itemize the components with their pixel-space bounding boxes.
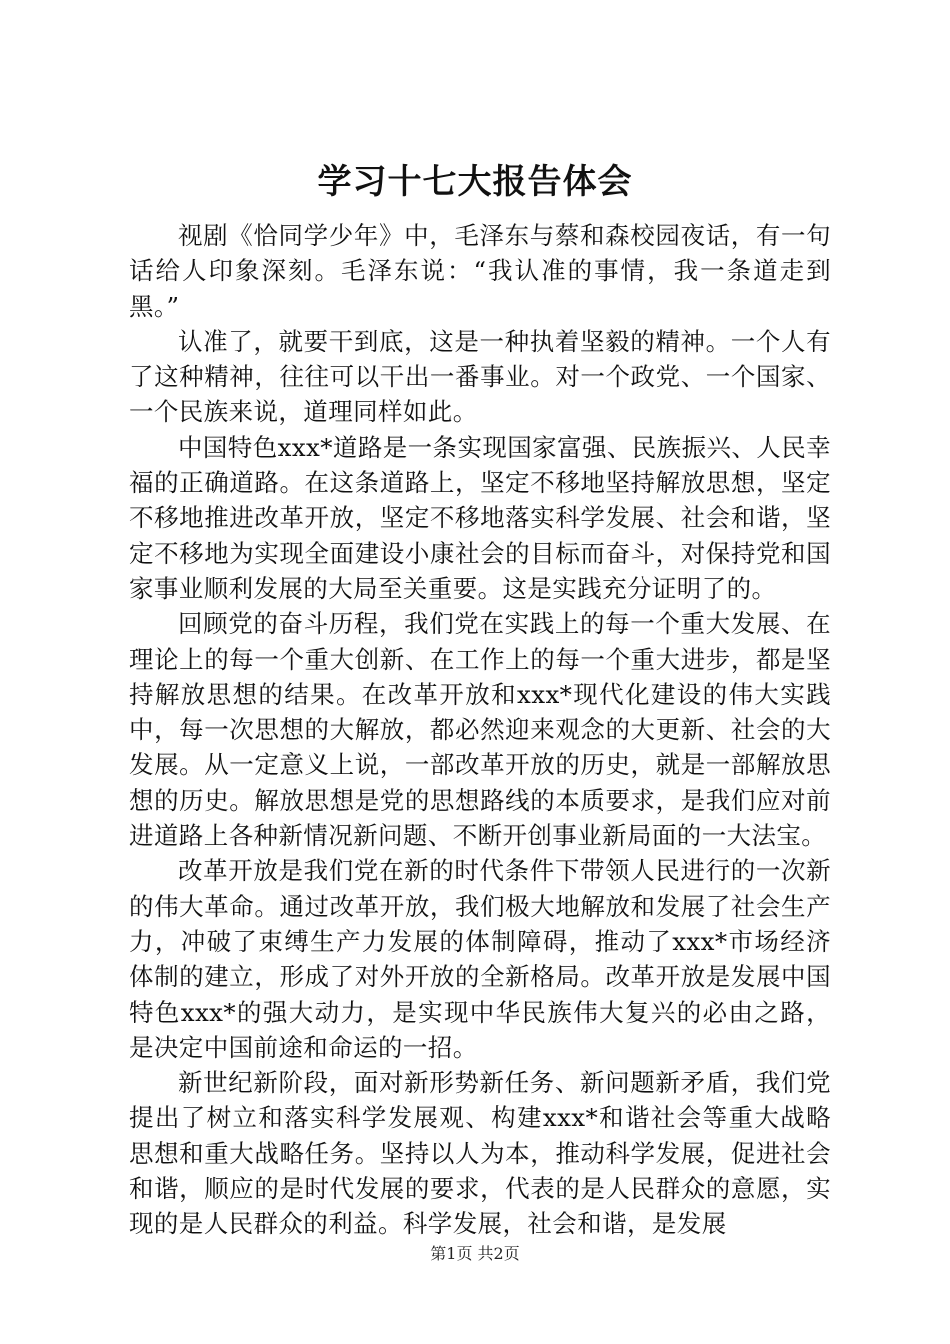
paragraph-2: 认准了，就要干到底，这是一种执着坚毅的精神。一个人有了这种精神，往往可以干出一番事业。对一个政党、一个国家、一个民族来说，道理同样如此。 bbox=[129, 326, 831, 427]
document-body bbox=[129, 218, 831, 1242]
document-title: 学习十七大报告体会 bbox=[317, 162, 633, 202]
paragraph-6: 新世纪新阶段，面对新形势新任务、新问题新矛盾，我们党提出了树立和落实科学发展观、构建xxx*和谐社会等重大战略思想和重大战略任务。坚持以人为本，推动科学发展，促进社会和谐，顺应的是时代发展的要求，代表的是人民群众的意愿，实现的是人民群众的利益。科学发展，社会和谐，是发展 bbox=[129, 1068, 831, 1239]
paragraph-3: 中国特色xxx*道路是一条实现国家富强、民族振兴、人民幸福的正确道路。在这条道路上，坚定不移地坚持解放思想，坚定不移地推进改革开放，坚定不移地落实科学发展、社会和谐，坚定不移地为实现全面建设小康社会的目标而奋斗，对保持党和国家事业顺利发展的大局至关重要。这是实践充分证明了的。 bbox=[129, 432, 831, 603]
page-indicator: 第1页 共2页 bbox=[430, 1244, 520, 1263]
paragraph-4: 回顾党的奋斗历程，我们党在实践上的每一个重大发展、在理论上的每一个重大创新、在工作上的每一个重大进步，都是坚持解放思想的结果。在改革开放和xxx*现代化建设的伟大实践中，每一次思想的大解放，都必然迎来观念的大更新、社会的大发展。从一定意义上说，一部改革开放的历史，就是一部解放思想的历史。解放思想是党的思想路线的本质要求，是我们应对前进道路上各种新情况新问题、不断开创事业新局面的一大法宝。 bbox=[129, 609, 831, 851]
paragraph-1: 视剧《恰同学少年》中，毛泽东与蔡和森校园夜话，有一句话给人印象深刻。毛泽东说：“我认准的事情，我一条道走到黑。” bbox=[129, 221, 831, 321]
paragraph-5: 改革开放是我们党在新的时代条件下带领人民进行的一次新的伟大革命。通过改革开放，我们极大地解放和发展了社会生产力，冲破了束缚生产力发展的体制障碍，推动了xxx*市场经济体制的建立，形成了对外开放的全新格局。改革开放是发展中国特色xxx*的强大动力，是实现中华民族伟大复兴的必由之路，是决定中国前途和命运的一招。 bbox=[129, 856, 831, 1062]
